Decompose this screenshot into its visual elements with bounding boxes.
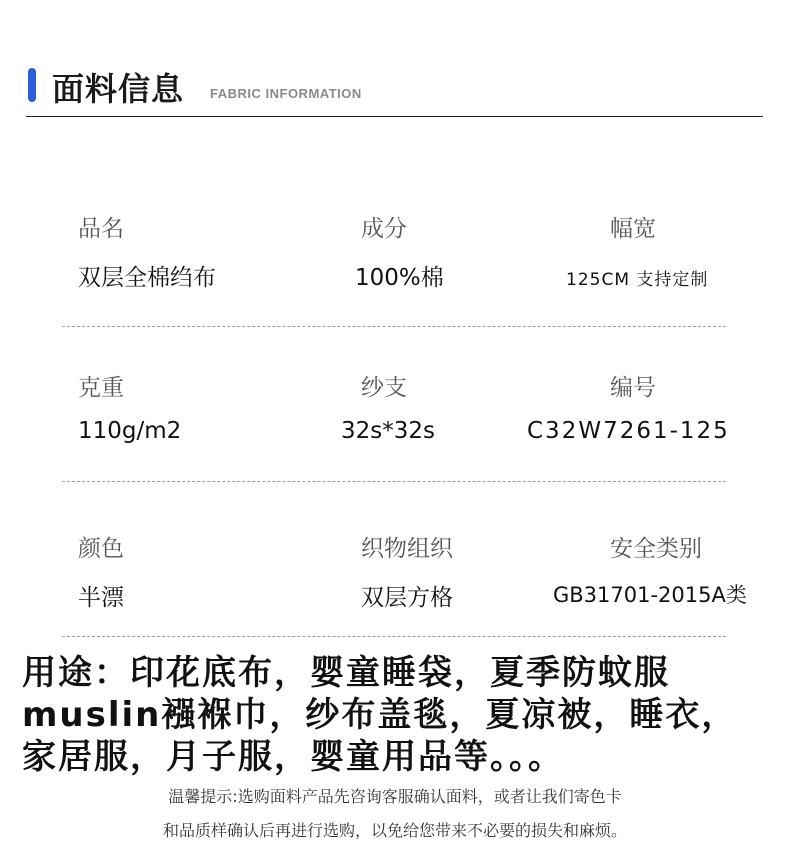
row-divider: [62, 636, 726, 637]
spec-value: C32W7261-125: [527, 418, 730, 444]
spec-cell-composition: [355, 210, 444, 292]
spec-cell-yarn-count: [341, 369, 435, 444]
spec-value: 125CM 支持定制: [566, 270, 709, 290]
spec-label: 编号: [610, 375, 656, 401]
spec-label: 品名: [78, 216, 124, 242]
tip-line: 和品质样确认后再进行选购，以免给您带来不必要的损失和麻烦。: [162, 821, 627, 840]
row-divider: [62, 326, 726, 327]
spec-value: 110g/m2: [78, 418, 182, 444]
spec-label: 幅宽: [610, 216, 656, 242]
spec-cell-product-name: [78, 210, 216, 292]
usage-description: [22, 652, 787, 778]
usage-line: 家居服，月子服，婴童用品等。。。: [22, 737, 564, 777]
spec-label: 织物组织: [361, 536, 453, 562]
spec-cell-code: [527, 369, 730, 444]
spec-label: 安全类别: [610, 536, 702, 562]
spec-value: 双层方格: [361, 585, 453, 611]
spec-value: 双层全棉绉布: [78, 265, 216, 291]
spec-cell-weight: [78, 369, 181, 444]
spec-label: 克重: [78, 375, 124, 401]
spec-value: 32s*32s: [341, 418, 435, 444]
spec-value: GB31701-2015A类: [553, 583, 747, 607]
spec-label: 颜色: [78, 536, 124, 562]
row-divider: [62, 481, 726, 482]
spec-label: 成分: [361, 216, 407, 242]
spec-cell-safety-class: [553, 530, 747, 609]
tip-line: 温馨提示:选购面料产品先咨询客服确认面料，或者让我们寄色卡: [168, 787, 622, 806]
page-subtitle: FABRIC INFORMATION: [210, 86, 362, 101]
page-title: 面料信息: [52, 70, 185, 108]
spec-value: 100%棉: [355, 265, 444, 291]
spec-value: 半漂: [78, 585, 124, 611]
spec-cell-weave: [361, 530, 453, 612]
usage-line: 用途：印花底布，婴童睡袋，夏季防蚊服: [22, 653, 670, 693]
spec-cell-width: [566, 210, 708, 290]
spec-cell-color: [78, 530, 124, 612]
usage-line: muslin襁褓巾，纱布盖毯，夏凉被，睡衣，: [22, 695, 738, 735]
spec-label: 纱支: [361, 375, 407, 401]
